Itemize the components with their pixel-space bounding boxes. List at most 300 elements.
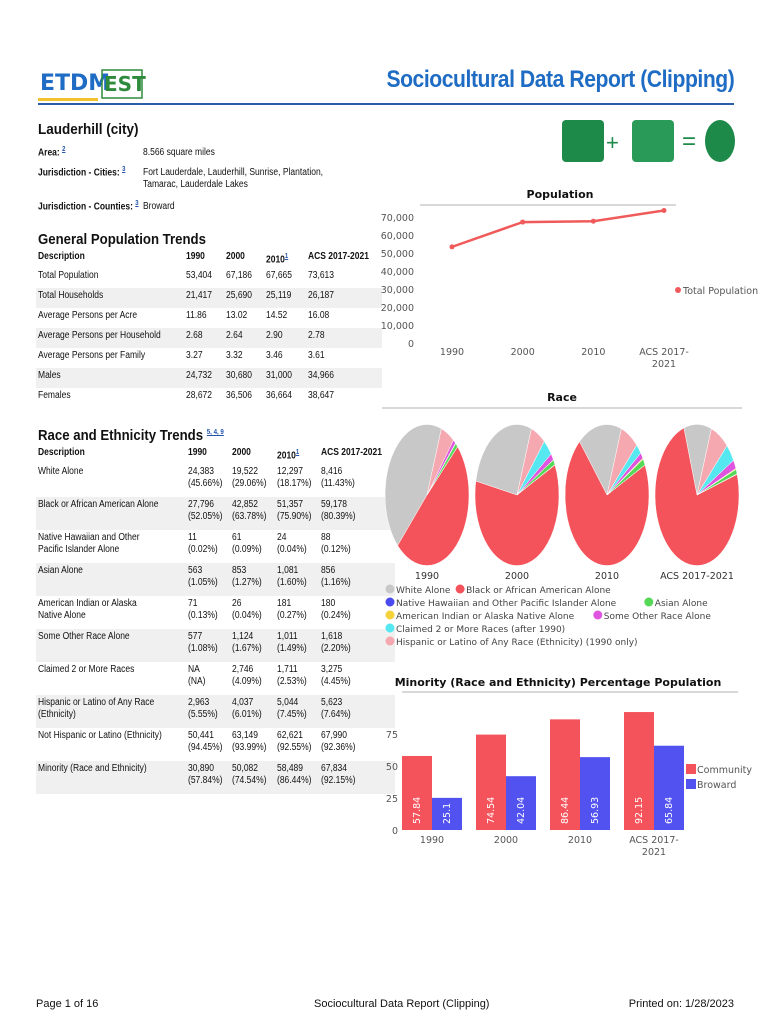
city-name: Lauderhill (city) bbox=[38, 121, 139, 138]
table-row bbox=[36, 348, 382, 368]
y-tick-label: 25 bbox=[385, 794, 398, 805]
population-point bbox=[520, 220, 525, 225]
value-cell bbox=[230, 728, 275, 761]
counties-label: Jurisdiction - Counties: $^3$ bbox=[38, 200, 139, 213]
cell-text: (NA) bbox=[187, 676, 206, 688]
value-cell bbox=[224, 388, 264, 408]
col-header: ACS 2017-2021 bbox=[321, 447, 383, 458]
value-cell bbox=[230, 563, 275, 596]
cell-text: Asian Alone bbox=[38, 565, 83, 577]
cell-text: (92.55%) bbox=[276, 742, 312, 754]
cell-text: 42,852 bbox=[232, 499, 259, 511]
race-table-wrap bbox=[36, 445, 395, 794]
value-cell bbox=[224, 368, 264, 388]
cell-text: (57.84%) bbox=[187, 775, 223, 787]
cell-text: 36,506 bbox=[225, 390, 252, 402]
value-cell bbox=[306, 288, 382, 308]
table-row bbox=[36, 368, 382, 388]
cell-text: (0.13%) bbox=[187, 610, 218, 622]
cell-text: White Alone bbox=[38, 466, 84, 478]
value-cell bbox=[186, 695, 231, 728]
cell-text: 3.46 bbox=[265, 350, 283, 362]
chart-title: Population bbox=[526, 188, 594, 201]
chart-title: Minority (Race and Ethnicity) Percentage Population bbox=[394, 676, 722, 689]
value-cell bbox=[264, 368, 306, 388]
cell-text: 59,178 bbox=[321, 499, 348, 511]
cell-text: 63,149 bbox=[232, 730, 259, 742]
cell-text: (1.60%) bbox=[276, 577, 307, 589]
cell-text: NA bbox=[187, 664, 200, 676]
area-ref-link[interactable]: 2 bbox=[62, 146, 66, 153]
cell-text: Native Hawaiian and Other bbox=[38, 532, 140, 544]
cell-text: (7.45%) bbox=[276, 709, 307, 721]
value-cell bbox=[275, 629, 320, 662]
population-point bbox=[450, 244, 455, 249]
row-label-cell bbox=[36, 328, 184, 348]
table-row bbox=[36, 464, 395, 497]
cell-text: 5,623 bbox=[321, 697, 343, 709]
bar-value-label: 86.44 bbox=[560, 796, 571, 824]
legend-label: Asian Alone bbox=[654, 599, 708, 609]
cell-text: (1.08%) bbox=[187, 643, 218, 655]
value-cell bbox=[306, 268, 382, 288]
value-cell bbox=[275, 728, 320, 761]
table-row bbox=[36, 497, 395, 530]
cell-text: 1,011 bbox=[276, 631, 298, 643]
x-tick-label: ACS 2017- bbox=[629, 835, 679, 846]
cell-text: (0.24%) bbox=[321, 610, 352, 622]
cell-text: (52.05%) bbox=[187, 511, 223, 523]
cell-text: 88 bbox=[321, 532, 331, 544]
value-cell bbox=[275, 497, 320, 530]
table-row bbox=[36, 596, 395, 629]
value-cell bbox=[184, 368, 224, 388]
table-row bbox=[36, 268, 382, 288]
cell-text: (29.06%) bbox=[232, 478, 267, 490]
x-tick-label: 2021 bbox=[641, 847, 667, 858]
cell-text: 853 bbox=[232, 565, 247, 577]
legend-label: Total Population bbox=[683, 286, 759, 297]
table-header-row bbox=[36, 249, 382, 268]
cell-text: (11.43%) bbox=[321, 478, 356, 490]
cell-text: 19,522 bbox=[232, 466, 259, 478]
race-ref-links[interactable]: 5, 4, 9 bbox=[206, 429, 224, 436]
value-cell bbox=[186, 464, 231, 497]
report-title: Sociocultural Data Report (Clipping) bbox=[386, 66, 734, 93]
legend-label: American Indian or Alaska Native Alone bbox=[396, 612, 575, 622]
cell-text: (2.53%) bbox=[276, 676, 307, 688]
cell-text: Average Persons per Acre bbox=[38, 310, 138, 322]
x-tick-label: 2000 bbox=[510, 347, 535, 358]
cell-text: 563 bbox=[187, 565, 202, 577]
y-tick-label: 0 bbox=[391, 826, 398, 837]
x-tick-label: 1990 bbox=[439, 347, 465, 358]
cell-text: 25,690 bbox=[225, 290, 252, 302]
cell-text: 38,647 bbox=[308, 390, 335, 402]
x-tick-label: ACS 2017- bbox=[639, 347, 689, 358]
cell-text: 67,186 bbox=[225, 270, 252, 282]
cell-text: 25,119 bbox=[265, 290, 292, 302]
cell-text: (92.36%) bbox=[321, 742, 356, 754]
table-row bbox=[36, 288, 382, 308]
col-header: Description bbox=[38, 447, 85, 458]
cell-text: 24,732 bbox=[186, 370, 213, 382]
y-tick-label: 30,000 bbox=[380, 285, 414, 296]
cell-text: 14.52 bbox=[265, 310, 288, 322]
legend-marker bbox=[386, 637, 395, 646]
x-tick-label: 2021 bbox=[651, 359, 677, 370]
cell-text: 3.27 bbox=[186, 350, 203, 362]
cell-text: 53,404 bbox=[186, 270, 213, 282]
value-cell bbox=[186, 629, 231, 662]
cell-text: 62,621 bbox=[276, 730, 303, 742]
cell-text: Minority (Race and Ethnicity) bbox=[38, 763, 147, 775]
counties-ref-link[interactable]: 3 bbox=[135, 200, 139, 207]
area-label: Area: $^2$ bbox=[38, 146, 66, 159]
col-header: 2010$^1$ bbox=[265, 253, 289, 266]
row-label-cell bbox=[36, 563, 186, 596]
legend-label: Community bbox=[697, 765, 752, 776]
value-cell bbox=[230, 629, 275, 662]
bar-value-label: 56.93 bbox=[590, 796, 601, 824]
value-cell bbox=[186, 497, 231, 530]
value-cell bbox=[306, 328, 382, 348]
cell-text: American Indian or Alaska bbox=[38, 598, 137, 610]
cell-text: 2.64 bbox=[225, 330, 243, 342]
logo-etdm-text: ETDM bbox=[40, 71, 111, 96]
legend-marker bbox=[593, 611, 602, 620]
bar-value-label: 92.15 bbox=[634, 796, 645, 824]
value-cell bbox=[306, 368, 382, 388]
col-header: 2010$^1$ bbox=[276, 449, 300, 462]
legend-label: Native Hawaiian and Other Pacific Islander Alone bbox=[396, 599, 617, 609]
legend-label: Hispanic or Latino of Any Race (Ethnicity) (1990 only) bbox=[396, 638, 638, 648]
cell-text: 21,417 bbox=[186, 290, 213, 302]
y-tick-label: 60,000 bbox=[380, 231, 414, 242]
table-row bbox=[36, 308, 382, 328]
cell-text: 3,275 bbox=[321, 664, 343, 676]
cell-text: 36,664 bbox=[265, 390, 292, 402]
row-label-cell bbox=[36, 288, 184, 308]
row-label-cell bbox=[36, 530, 186, 563]
value-cell bbox=[264, 348, 306, 368]
plus-icon: + bbox=[606, 130, 619, 155]
cell-text: (93.99%) bbox=[232, 742, 267, 754]
cell-text: (4.09%) bbox=[232, 676, 262, 688]
cell-text: 11.86 bbox=[186, 310, 208, 322]
cell-text: 2,963 bbox=[187, 697, 209, 709]
cell-text: (0.27%) bbox=[276, 610, 307, 622]
col-header: 2000 bbox=[232, 447, 252, 458]
row-label-cell bbox=[36, 497, 186, 530]
cell-text: Native Alone bbox=[38, 610, 86, 622]
cell-text: 8,416 bbox=[321, 466, 343, 478]
table-row bbox=[36, 563, 395, 596]
table-row bbox=[36, 530, 395, 563]
legend-marker bbox=[456, 585, 465, 594]
value-cell bbox=[275, 662, 320, 695]
page-number: Page 1 of 16 bbox=[36, 998, 99, 1010]
table-row bbox=[36, 328, 382, 348]
legend-label: Black or African American Alone bbox=[466, 586, 611, 596]
row-label-cell bbox=[36, 761, 186, 794]
cell-text: (1.27%) bbox=[232, 577, 262, 589]
cell-text: (63.78%) bbox=[232, 511, 267, 523]
col-header: ACS 2017-2021 bbox=[308, 251, 370, 262]
cell-text: Not Hispanic or Latino (Ethnicity) bbox=[38, 730, 162, 742]
cell-text: (1.67%) bbox=[232, 643, 262, 655]
population-point bbox=[662, 208, 667, 213]
cell-text: 11 bbox=[187, 532, 197, 544]
legend-marker bbox=[386, 585, 395, 594]
bar-value-label: 42.04 bbox=[516, 796, 527, 824]
cell-text: 180 bbox=[321, 598, 336, 610]
footer-report-name: Sociocultural Data Report (Clipping) bbox=[314, 998, 490, 1010]
cell-text: 71 bbox=[187, 598, 198, 610]
value-cell bbox=[224, 308, 264, 328]
etdm-est-logo bbox=[38, 66, 146, 104]
value-cell bbox=[275, 596, 320, 629]
cell-text: Pacific Islander Alone bbox=[38, 544, 120, 556]
cell-text: (0.09%) bbox=[232, 544, 262, 556]
cell-text: (0.02%) bbox=[187, 544, 218, 556]
value-cell bbox=[264, 328, 306, 348]
value-cell bbox=[306, 308, 382, 328]
cell-text: Females bbox=[38, 390, 71, 402]
cell-text: 67,834 bbox=[321, 763, 348, 775]
cities-ref-link[interactable]: 3 bbox=[122, 166, 126, 173]
legend-label: White Alone bbox=[396, 586, 451, 596]
value-cell bbox=[186, 728, 231, 761]
cell-text: 2.90 bbox=[265, 330, 283, 342]
cell-text: (5.55%) bbox=[187, 709, 218, 721]
general-section-title: General Population Trends bbox=[38, 231, 206, 248]
cell-text: Black or African American Alone bbox=[38, 499, 159, 511]
cell-text: 2.68 bbox=[186, 330, 203, 342]
cell-text: 4,037 bbox=[232, 697, 254, 709]
y-tick-label: 70,000 bbox=[380, 213, 414, 224]
value-cell bbox=[264, 268, 306, 288]
legend-marker bbox=[686, 779, 696, 789]
y-tick-label: 50 bbox=[385, 762, 398, 773]
value-cell bbox=[230, 695, 275, 728]
col-header: 1990 bbox=[186, 251, 206, 262]
cell-text: 24 bbox=[276, 532, 287, 544]
legend-label: Broward bbox=[697, 780, 737, 791]
chart-title: Race bbox=[547, 391, 577, 404]
row-label-cell bbox=[36, 662, 186, 695]
col-header: 1990 bbox=[187, 447, 207, 458]
y-tick-label: 20,000 bbox=[380, 303, 414, 314]
legend-marker bbox=[386, 598, 395, 607]
cell-text: (80.39%) bbox=[321, 511, 356, 523]
bar-value-label: 65.84 bbox=[664, 796, 675, 824]
value-cell bbox=[186, 530, 231, 563]
clip-result-icon bbox=[705, 120, 735, 162]
row-label-cell bbox=[36, 695, 186, 728]
pie-label: 2000 bbox=[504, 571, 530, 582]
cell-text: (0.12%) bbox=[321, 544, 352, 556]
cell-text: 26 bbox=[232, 598, 242, 610]
value-cell bbox=[224, 348, 264, 368]
value-cell bbox=[264, 288, 306, 308]
population-series-line bbox=[452, 210, 664, 246]
cell-text: 1,618 bbox=[321, 631, 343, 643]
y-tick-label: 0 bbox=[407, 339, 414, 350]
race-pie-charts bbox=[382, 385, 742, 660]
value-cell bbox=[230, 662, 275, 695]
bar-value-label: 25.1 bbox=[442, 802, 453, 824]
cell-text: 73,613 bbox=[308, 270, 335, 282]
value-cell bbox=[224, 288, 264, 308]
cell-text: 3.32 bbox=[225, 350, 243, 362]
cell-text: 12,297 bbox=[276, 466, 303, 478]
cell-text: (Ethnicity) bbox=[38, 709, 76, 721]
value-cell bbox=[264, 308, 306, 328]
cell-text: Hispanic or Latino of Any Race bbox=[38, 697, 155, 709]
cell-text: (1.05%) bbox=[187, 577, 218, 589]
cell-text: Average Persons per Family bbox=[38, 350, 146, 362]
cell-text: 5,044 bbox=[276, 697, 299, 709]
cell-text: 1,081 bbox=[276, 565, 299, 577]
legend-label: Some Other Race Alone bbox=[603, 612, 711, 622]
cell-text: (45.66%) bbox=[187, 478, 223, 490]
pie-label: ACS 2017-2021 bbox=[660, 571, 734, 582]
cell-text: (0.04%) bbox=[232, 610, 262, 622]
legend-label: Claimed 2 or More Races (after 1990) bbox=[396, 625, 566, 635]
cell-text: (1.16%) bbox=[321, 577, 352, 589]
value-cell bbox=[224, 268, 264, 288]
cell-text: (18.17%) bbox=[276, 478, 312, 490]
cell-text: Males bbox=[38, 370, 61, 382]
row-label-cell bbox=[36, 596, 186, 629]
cell-text: 28,672 bbox=[186, 390, 213, 402]
legend-marker bbox=[386, 611, 395, 620]
row-label-cell bbox=[36, 268, 184, 288]
value-cell bbox=[275, 695, 320, 728]
cell-text: 3.61 bbox=[308, 350, 325, 362]
value-cell bbox=[230, 497, 275, 530]
y-tick-label: 75 bbox=[385, 730, 398, 741]
cell-text: Claimed 2 or More Races bbox=[38, 664, 135, 676]
cell-text: 577 bbox=[187, 631, 202, 643]
cell-text: (4.45%) bbox=[321, 676, 352, 688]
cell-text: (75.90%) bbox=[276, 511, 312, 523]
cell-text: 30,890 bbox=[187, 763, 214, 775]
cell-text: (92.15%) bbox=[321, 775, 356, 787]
cell-text: Total Households bbox=[38, 290, 104, 302]
value-cell bbox=[306, 348, 382, 368]
table-row bbox=[36, 728, 395, 761]
cell-text: Average Persons per Household bbox=[38, 330, 161, 342]
legend-marker bbox=[675, 287, 681, 293]
cell-text: (86.44%) bbox=[276, 775, 312, 787]
cell-text: 30,680 bbox=[225, 370, 252, 382]
value-cell bbox=[230, 596, 275, 629]
value-cell bbox=[184, 388, 224, 408]
cities-label: Jurisdiction - Cities: $^3$ bbox=[38, 166, 126, 179]
bar-value-label: 74.54 bbox=[486, 796, 497, 824]
cell-text: (74.54%) bbox=[232, 775, 267, 787]
row-label-cell bbox=[36, 348, 184, 368]
cell-text: 2,746 bbox=[232, 664, 254, 676]
cell-text: 2.78 bbox=[308, 330, 325, 342]
y-tick-label: 50,000 bbox=[380, 249, 414, 260]
area-value: 8.566 square miles bbox=[143, 147, 215, 158]
value-cell bbox=[275, 530, 320, 563]
cell-text: 1,711 bbox=[276, 664, 298, 676]
area-puzzle-icon bbox=[632, 120, 674, 162]
cell-text: 31,000 bbox=[265, 370, 292, 382]
cell-text: 58,489 bbox=[276, 763, 303, 775]
row-label-cell bbox=[36, 464, 186, 497]
population-line-chart bbox=[372, 183, 759, 383]
general-population-table bbox=[36, 249, 382, 408]
x-tick-label: 2000 bbox=[493, 835, 519, 846]
table-row bbox=[36, 629, 395, 662]
printed-date: Printed on: 1/28/2023 bbox=[628, 998, 734, 1010]
value-cell bbox=[186, 662, 231, 695]
bar-value-label: 57.84 bbox=[412, 796, 423, 824]
cell-text: (2.20%) bbox=[321, 643, 352, 655]
cell-text: (94.45%) bbox=[187, 742, 223, 754]
legend-marker bbox=[686, 764, 696, 774]
cell-text: 1,124 bbox=[232, 631, 254, 643]
population-point bbox=[591, 219, 596, 224]
col-header: Description bbox=[38, 251, 85, 262]
value-cell bbox=[184, 268, 224, 288]
cell-text: 27,796 bbox=[187, 499, 214, 511]
value-cell bbox=[184, 328, 224, 348]
value-cell bbox=[186, 761, 231, 794]
col-header: 2000 bbox=[225, 251, 245, 262]
cell-text: Total Population bbox=[38, 270, 99, 282]
general-table-wrap bbox=[36, 249, 382, 408]
ref-link[interactable]: 1 bbox=[295, 449, 300, 456]
counties-value: Broward bbox=[143, 201, 175, 212]
cell-text: 16.08 bbox=[308, 310, 330, 322]
x-tick-label: 2010 bbox=[581, 347, 606, 358]
table-row bbox=[36, 761, 395, 794]
minority-bar-chart bbox=[372, 672, 752, 867]
jurisdiction-puzzle-icon bbox=[562, 120, 604, 162]
header-divider bbox=[38, 103, 734, 105]
cell-text: 50,441 bbox=[187, 730, 214, 742]
value-cell bbox=[275, 464, 320, 497]
ref-link[interactable]: 1 bbox=[284, 253, 289, 260]
table-row bbox=[36, 662, 395, 695]
y-tick-label: 40,000 bbox=[380, 267, 414, 278]
value-cell bbox=[186, 563, 231, 596]
pie-label: 1990 bbox=[414, 571, 440, 582]
cell-text: 34,966 bbox=[308, 370, 335, 382]
value-cell bbox=[184, 288, 224, 308]
value-cell bbox=[230, 761, 275, 794]
cell-text: 856 bbox=[321, 565, 336, 577]
table-header-row bbox=[36, 445, 395, 464]
row-label-cell bbox=[36, 388, 184, 408]
race-ethnicity-table bbox=[36, 445, 395, 794]
legend-marker bbox=[644, 598, 653, 607]
cell-text: 67,665 bbox=[265, 270, 292, 282]
row-label-cell bbox=[36, 728, 186, 761]
cell-text: 26,187 bbox=[308, 290, 335, 302]
value-cell bbox=[184, 308, 224, 328]
cell-text: 13.02 bbox=[225, 310, 248, 322]
value-cell bbox=[275, 761, 320, 794]
cell-text: 61 bbox=[232, 532, 242, 544]
y-tick-label: 10,000 bbox=[380, 321, 414, 332]
